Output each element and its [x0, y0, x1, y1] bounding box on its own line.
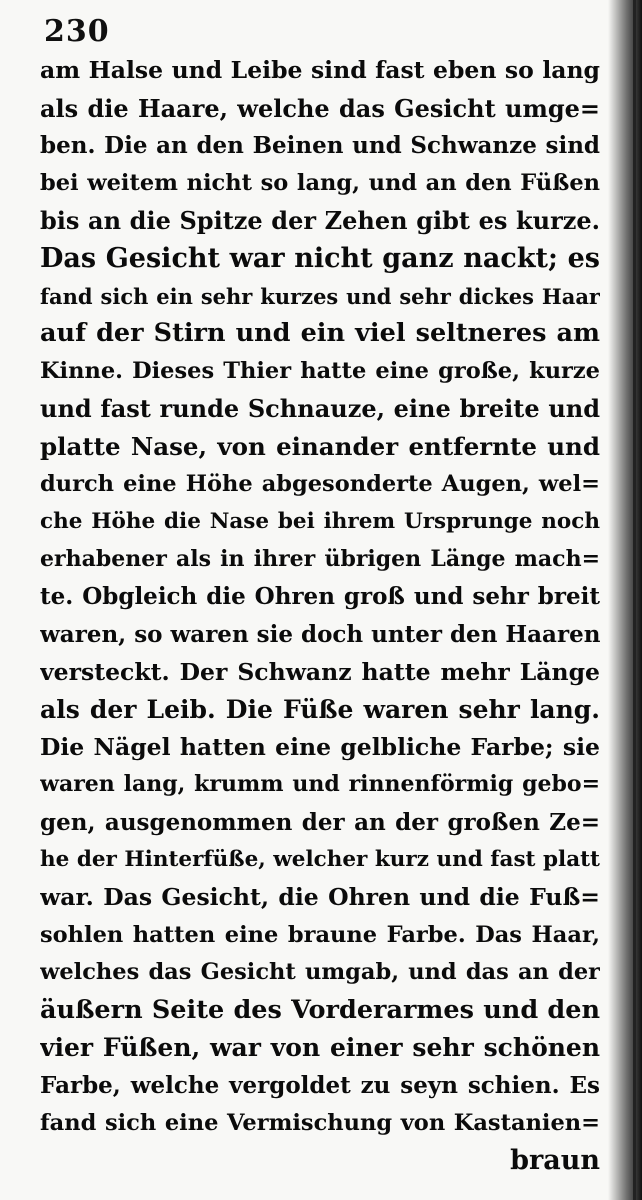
text-line: waren lang, krumm und rinnenförmig gebo=: [40, 771, 600, 798]
text-line: Die Nägel hatten eine gelbliche Farbe; sie: [40, 732, 600, 761]
text-line: he der Hinterfüße, welcher kurz und fast platt: [40, 847, 600, 873]
text-line: fand sich eine Vermischung von Kastanien=: [40, 1109, 600, 1136]
catchword: braun: [510, 1145, 600, 1177]
page-edge: [633, 0, 636, 1200]
text-line: als der Leib. Die Füße waren sehr lang.: [40, 695, 600, 725]
text-line: che Höhe die Nase bei ihrem Ursprunge noch: [40, 509, 600, 535]
text-line: bei weitem nicht so lang, und an den Füßen: [40, 169, 600, 196]
text-line: welches das Gesicht umgab, und das an der: [40, 959, 600, 986]
text-line: und fast runde Schnauze, eine breite und: [40, 394, 600, 424]
text-line: am Halse und Leibe sind fast eben so lang: [40, 56, 600, 84]
text-line: vier Füßen, war von einer sehr schönen: [40, 1033, 600, 1063]
text-line: auf der Stirn und ein viel seltneres am: [40, 318, 600, 349]
text-line: Kinne. Dieses Thier hatte eine große, kurze: [40, 357, 600, 384]
text-line: fand sich ein sehr kurzes und sehr dickes Haar: [40, 283, 600, 309]
text-line: Farbe, welche vergoldet zu seyn schien. Es: [40, 1072, 600, 1100]
text-line: waren, so waren sie doch unter den Haaren: [40, 620, 600, 648]
text-line: durch eine Höhe abgesonderte Augen, wel=: [40, 470, 600, 497]
text-line: erhabener als in ihrer übrigen Länge mach=: [40, 545, 600, 572]
text-line: bis an die Spitze der Zehen gibt es kurze.: [40, 206, 600, 236]
text-line: gen, ausgenommen der an der großen Ze=: [40, 808, 600, 836]
text-line: ben. Die an den Beinen und Schwanze sind: [40, 132, 600, 160]
text-line: sohlen hatten eine braune Farbe. Das Haar,: [40, 921, 600, 948]
text-line: äußern Seite des Vorderarmes und den: [40, 994, 600, 1025]
page-number: 230: [44, 14, 110, 49]
text-line: als die Haare, welche das Gesicht umge=: [40, 93, 600, 123]
page-gutter-shadow: [608, 0, 642, 1200]
text-line: Das Gesicht war nicht ganz nackt; es: [40, 242, 600, 274]
text-line: versteckt. Der Schwanz hatte mehr Länge: [40, 657, 600, 686]
body-text: [40, 52, 600, 1180]
text-line: platte Nase, von einander entfernte und: [40, 431, 600, 461]
text-line: te. Obgleich die Ohren groß und sehr breit: [40, 583, 600, 611]
text-line: war. Das Gesicht, die Ohren und die Fuß=: [40, 883, 600, 912]
